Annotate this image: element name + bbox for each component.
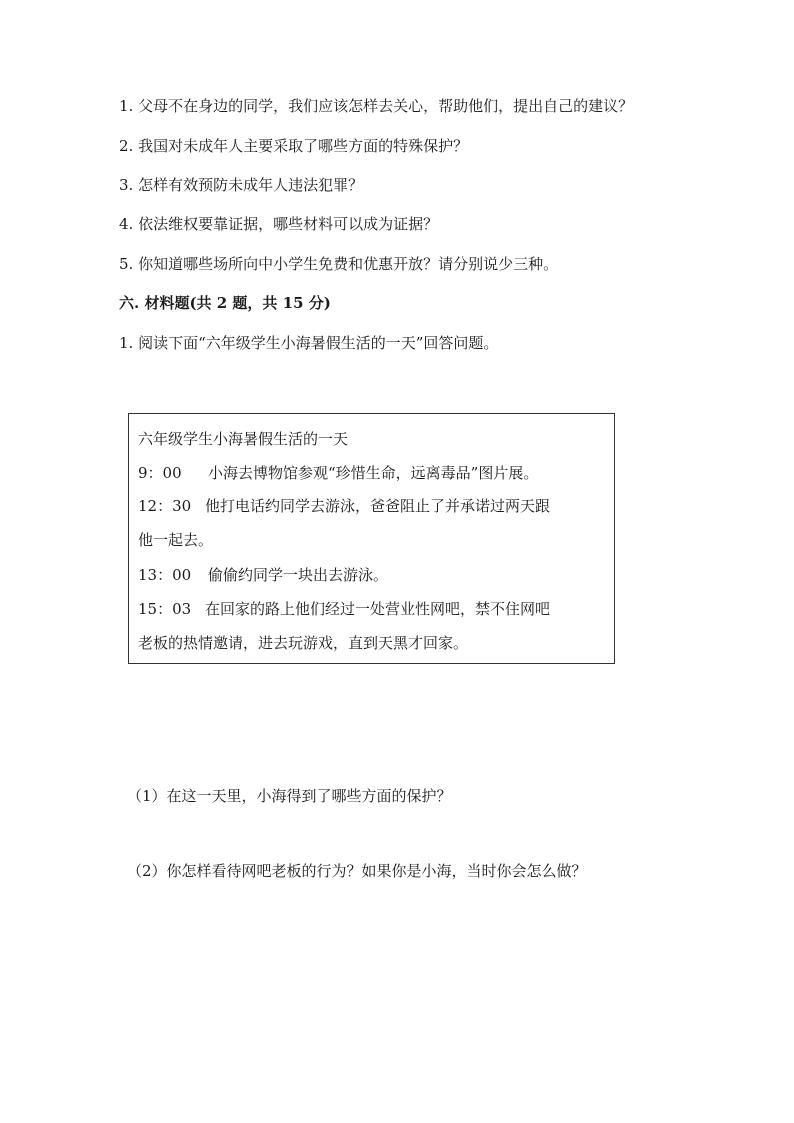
entry-time: 15：03 bbox=[138, 600, 192, 618]
sub-question-1: （1）在这一天里，小海得到了哪些方面的保护？ bbox=[127, 787, 452, 805]
entry-time: 13：00 bbox=[138, 566, 192, 584]
entry-time: 12：30 bbox=[138, 497, 192, 515]
question-2: 2. 我国对未成年人主要采取了哪些方面的特殊保护？ bbox=[119, 137, 469, 155]
entry-text: 他打电话约同学去游泳，爸爸阻止了并承诺过两天跟 bbox=[205, 497, 551, 515]
question-3: 3. 怎样有效预防未成年人违法犯罪？ bbox=[119, 176, 364, 194]
question-5: 5. 你知道哪些场所向中小学生免费和优惠开放？请分别说少三种。 bbox=[119, 255, 559, 273]
sub-question-2: （2）你怎样看待网吧老板的行为？如果你是小海，当时你会怎么做？ bbox=[127, 862, 587, 880]
question-1: 1. 父母不在身边的同学，我们应该怎样去关心，帮助他们，提出自己的建议？ bbox=[119, 97, 634, 115]
material-entry bbox=[138, 496, 550, 516]
entry-text: 偷偷约同学一块出去游泳。 bbox=[208, 566, 389, 584]
section-title: 六. 材料题(共 2 题，共 15 分) bbox=[119, 294, 331, 312]
entry-text: 老板的热情邀请，进去玩游戏，直到天黑才回家。 bbox=[138, 634, 469, 652]
material-entry bbox=[138, 599, 550, 619]
material-intro: 1. 阅读下面“六年级学生小海暑假生活的一天”回答问题。 bbox=[119, 334, 499, 352]
material-box-title: 六年级学生小海暑假生活的一天 bbox=[138, 430, 349, 448]
material-box bbox=[128, 413, 615, 664]
material-entry bbox=[138, 530, 213, 550]
entry-text: 在回家的路上他们经过一处营业性网吧，禁不住网吧 bbox=[205, 600, 551, 618]
entry-time: 9：00 bbox=[138, 464, 182, 482]
entry-text: 小海去博物馆参观“珍惜生命，远离毒品”图片展。 bbox=[208, 464, 539, 482]
entry-text: 他一起去。 bbox=[138, 531, 214, 549]
material-entry bbox=[138, 463, 538, 483]
material-entry bbox=[138, 633, 468, 653]
material-entry bbox=[138, 565, 388, 585]
question-4: 4. 依法维权要靠证据，哪些材料可以成为证据？ bbox=[119, 215, 439, 233]
